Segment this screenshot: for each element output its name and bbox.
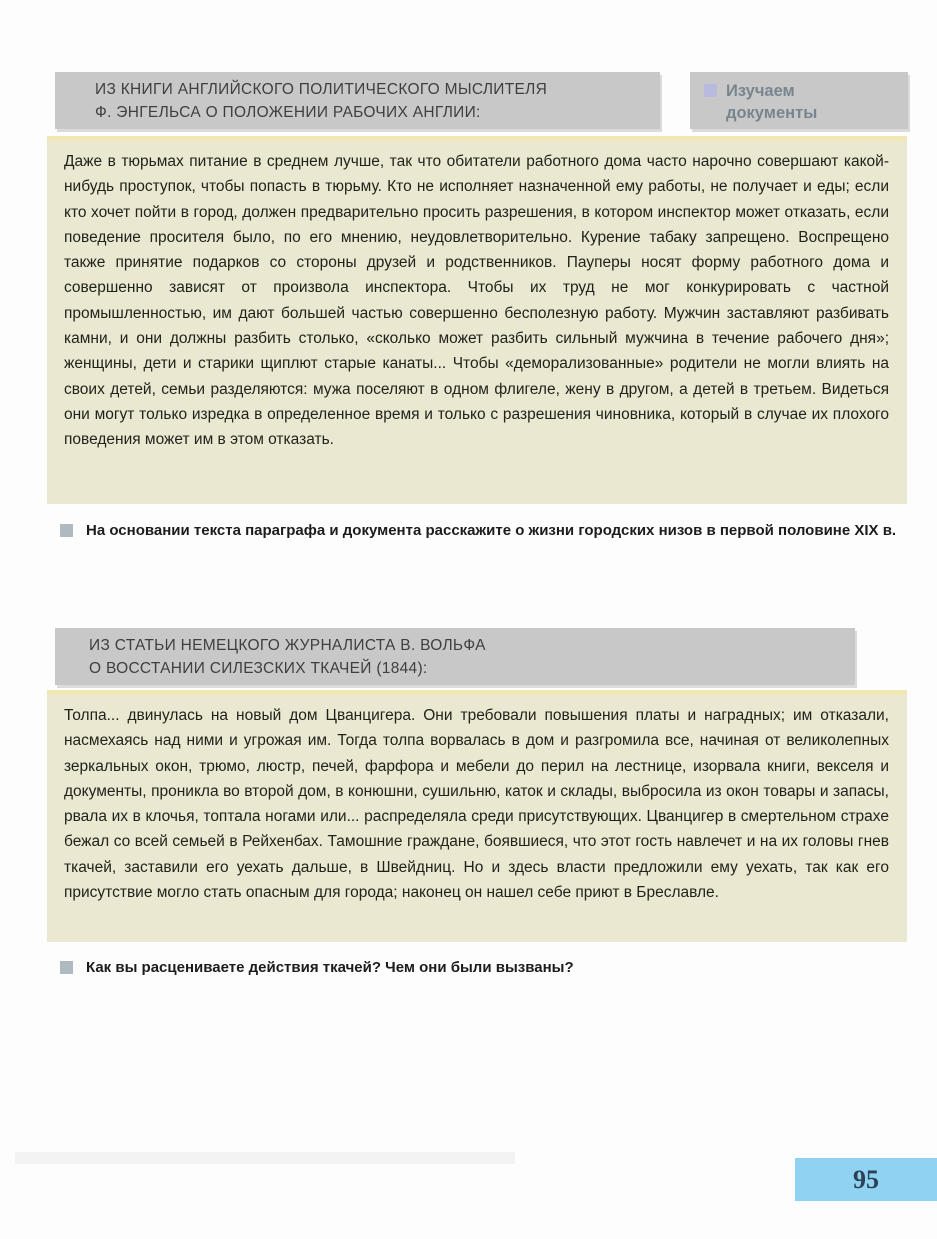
question-bullet-icon [60,961,73,974]
question-bullet-icon [60,524,73,537]
document-2-header [55,628,855,685]
badge-line2: документы [726,104,818,122]
badge-line1: Изучаем [726,82,795,100]
document-2-question [60,955,905,980]
document-2-text: Толпа... двинулась на новый дом Цванцигера. Они требовали повышения платы и наградных; им отказали, насмехаясь над ними и угрожая им. Тогда толпа ворвалась в дом и разгромила все, начиная от великолепных зеркальных окон, трюмо, люстр, печей, фарфора и мебели до перил на лестнице, изорвала книги, векселя и документы, проникла во второй дом, в конюшни, сушильню, каток и склады, выбросила из окон товары и запасы, рвала их в клочья, топтала ногами или... распределяла среди присутствующих. Цванцигер в смертельном страхе бежал со всей семьей в Рейхенбах. Тамошние граждане, боявшиеся, что этот гость навлечет и на их головы гнев ткачей, заставили его уехать дальше, в Швейдниц. Но и здесь власти предложили ему уехать, так как его присутствие могло стать опасным для города; наконец он нашел себе приют в Бреславле. [47,690,907,942]
document-1-text: Даже в тюрьмах питание в среднем лучше, так что обитатели работного дома часто нарочно совершают какой-нибудь проступок, чтобы попасть в тюрьму. Кто не исполняет назначенной ему работы, не получает и еды; если кто хочет пойти в город, должен предварительно просить разрешения, в котором инспектор может отказать, если поведение просителя было, по его мнению, неудовлетворительно. Курение табаку запрещено. Воспрещено также принятие подарков со стороны друзей и родственников. Пауперы носят форму работного дома и совершенно зависят от произвола инспектора. Чтобы их труд не мог конкурировать с частной промышленностью, им дают большей частью совершенно бесполезную работу. Мужчин заставляют разбивать камни, и они должны разбить столько, «сколько может разбить сильный мужчина в течение рабочего дня»; женщины, дети и старики щиплют старые канаты... Чтобы «деморализованные» родители не могли влиять на своих детей, семьи разделяются: мужа поселяют в одном флигеле, жену в другом, а детей в третьем. Видеться они могут только изредка в определенное время и только с разрешения чиновника, который в случае их плохого поведения может им в этом отказать. [47,136,907,504]
document-2-header-line2: О ВОССТАНИИ СИЛЕЗСКИХ ТКАЧЕЙ (1844): [89,659,428,677]
document-1-header-line1: ИЗ КНИГИ АНГЛИЙСКОГО ПОЛИТИЧЕСКОГО МЫСЛИТЕЛЯ [95,80,548,98]
document-2-question-text: Как вы расцениваете действия ткачей? Чем они были вызваны? [86,959,574,976]
document-1-header-row [55,72,937,129]
study-documents-label [726,80,817,124]
square-bullet-icon [704,84,717,97]
document-1-header-line2: Ф. ЭНГЕЛЬСА О ПОЛОЖЕНИИ РАБОЧИХ АНГЛИИ: [95,103,481,121]
document-2-header-line1: ИЗ СТАТЬИ НЕМЕЦКОГО ЖУРНАЛИСТА В. ВОЛЬФА [89,636,486,654]
document-1-header [55,72,660,129]
document-1-question [60,518,905,543]
study-documents-badge [690,72,908,129]
document-1-question-text: На основании текста параграфа и документа расскажите о жизни городских низов в первой половине XIX в. [86,522,897,539]
page-number: 95 [795,1158,937,1201]
scan-shadow [15,1152,515,1164]
